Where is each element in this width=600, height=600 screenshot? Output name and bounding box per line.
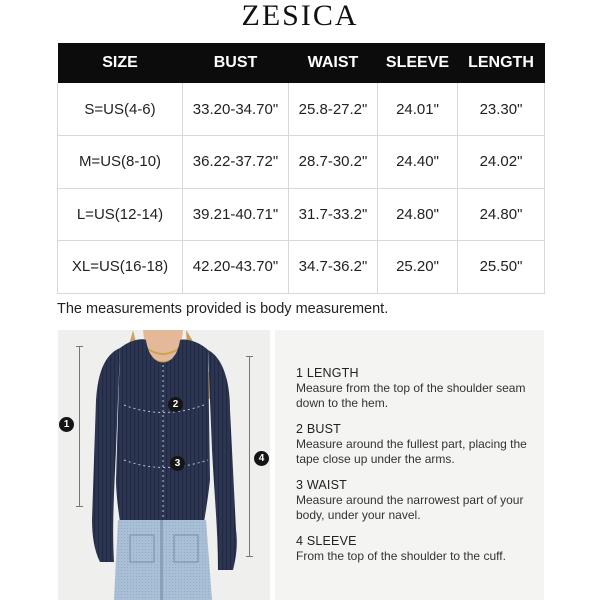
sleeve-cell: 25.20" xyxy=(378,241,458,294)
waist-cell: 28.7-30.2" xyxy=(289,136,378,189)
length-dimension-line xyxy=(79,346,80,506)
guide-title: 4 SLEEVE xyxy=(296,534,357,548)
marker-2-bust: 2 xyxy=(168,397,183,412)
guide-item-sleeve xyxy=(296,534,536,564)
length-cell: 25.50" xyxy=(458,241,545,294)
size-chart-table xyxy=(57,43,545,294)
sleeve-dimension-line xyxy=(249,356,250,556)
table-header-row xyxy=(58,43,545,83)
column-header-bust: BUST xyxy=(183,43,289,83)
column-header-waist: WAIST xyxy=(289,43,378,83)
size-cell: M=US(8-10) xyxy=(58,136,183,189)
sleeve-cell: 24.01" xyxy=(378,83,458,136)
measurement-guide-panel xyxy=(275,330,544,600)
sleeve-cell: 24.80" xyxy=(378,188,458,241)
guide-title: 1 LENGTH xyxy=(296,366,359,380)
column-header-size: SIZE xyxy=(58,43,183,83)
measurement-note: The measurements provided is body measurement. xyxy=(57,301,389,317)
dimension-cap xyxy=(76,506,83,507)
marker-4-sleeve: 4 xyxy=(254,451,269,466)
size-cell: L=US(12-14) xyxy=(58,188,183,241)
bust-cell: 39.21-40.71" xyxy=(183,188,289,241)
bust-cell: 36.22-37.72" xyxy=(183,136,289,189)
brand-logo: ZESICA xyxy=(241,0,359,32)
dimension-cap xyxy=(246,356,253,357)
guide-title: 3 WAIST xyxy=(296,478,347,492)
marker-1-length: 1 xyxy=(59,417,74,432)
column-header-length: LENGTH xyxy=(458,43,545,83)
marker-3-waist: 3 xyxy=(170,456,185,471)
length-cell: 24.80" xyxy=(458,188,545,241)
guide-description: From the top of the shoulder to the cuff. xyxy=(296,549,506,563)
table-row xyxy=(58,83,545,136)
bust-cell: 42.20-43.70" xyxy=(183,241,289,294)
length-cell: 23.30" xyxy=(458,83,545,136)
table-row xyxy=(58,136,545,189)
guide-title: 2 BUST xyxy=(296,422,341,436)
guide-item-bust xyxy=(296,422,536,467)
size-cell: XL=US(16-18) xyxy=(58,241,183,294)
table-row xyxy=(58,188,545,241)
model-illustration xyxy=(58,330,270,600)
guide-item-waist xyxy=(296,478,536,523)
dimension-cap xyxy=(76,346,83,347)
guide-item-length xyxy=(296,366,536,411)
dimension-cap xyxy=(246,556,253,557)
waist-cell: 31.7-33.2" xyxy=(289,188,378,241)
bust-cell: 33.20-34.70" xyxy=(183,83,289,136)
guide-description: Measure from the top of the shoulder seam down to the hem. xyxy=(296,381,526,410)
measurement-guide-list xyxy=(296,366,536,575)
length-cell: 24.02" xyxy=(458,136,545,189)
waist-cell: 25.8-27.2" xyxy=(289,83,378,136)
guide-description: Measure around the fullest part, placing the tape close up under the arms. xyxy=(296,437,527,466)
table-row xyxy=(58,241,545,294)
guide-description: Measure around the narrowest part of your body, under your navel. xyxy=(296,493,524,522)
sleeve-cell: 24.40" xyxy=(378,136,458,189)
waist-cell: 34.7-36.2" xyxy=(289,241,378,294)
size-cell: S=US(4-6) xyxy=(58,83,183,136)
column-header-sleeve: SLEEVE xyxy=(378,43,458,83)
product-photo xyxy=(58,330,270,600)
